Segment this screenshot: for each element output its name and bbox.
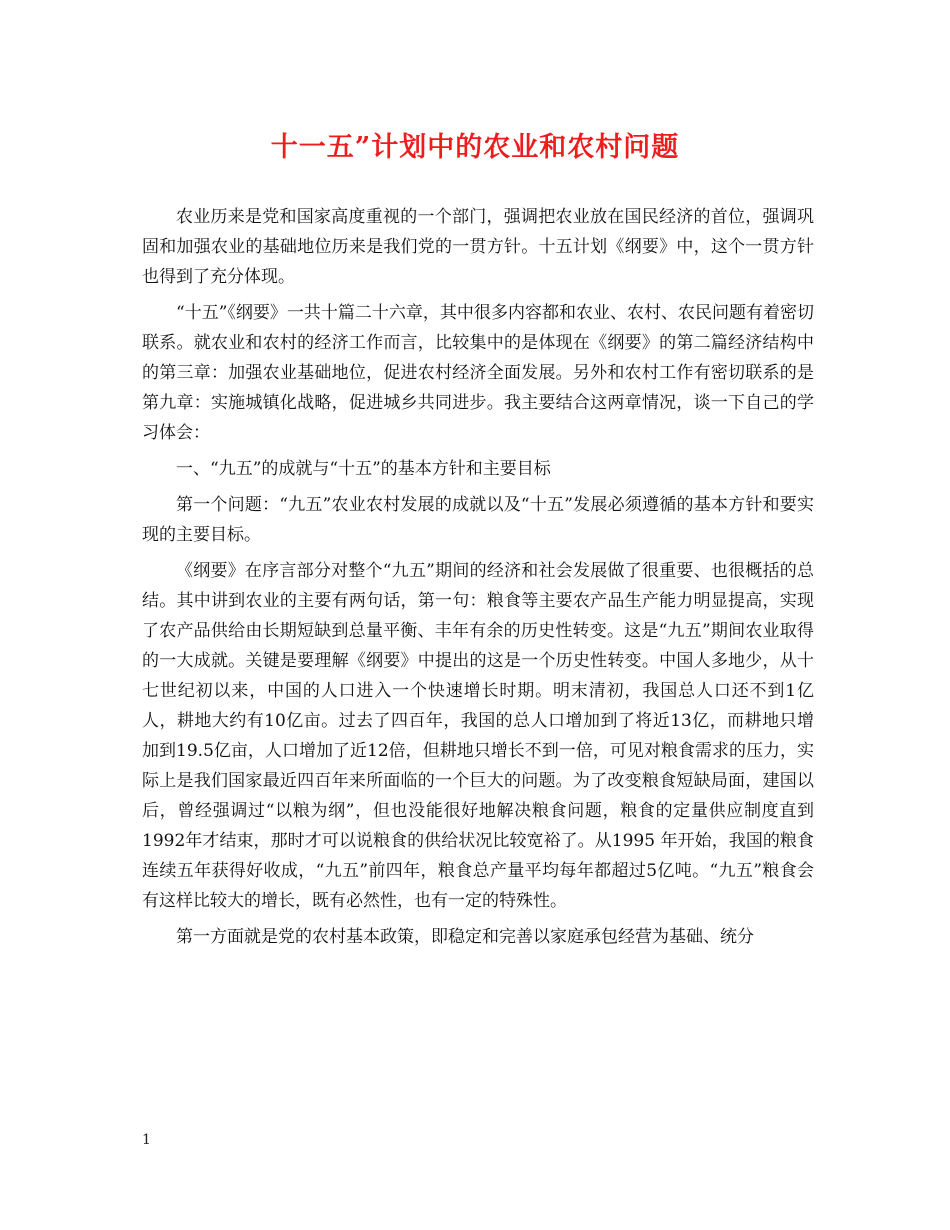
paragraph-4: 《纲要》在序言部分对整个“九五”期间的经济和社会发展做了很重要、也很概括的总结。其中讲到农业的主要有两句话，第一句：粮食等主要农产品生产能力明显提高，实现了农产品供给由长期短缺到总量平衡、丰年有余的历史性转变。这是“九五”期间农业取得的一大成就。关键是要理解《纲要》中提出的这是一个历史性转变。中国人多地少，从十七世纪初以来，中国的人口进入一个快速增长时期。明末清初，我国总人口还不到1亿人，耕地大约有10亿亩。过去了四百年，我国的总人口增加到了将近13亿，而耕地只增加到19.5亿亩，人口增加了近12倍，但耕地只增长不到一倍，可见对粮食需求的压力，实际上是我们国家最近四百年来所面临的一个巨大的问题。为了改变粮食短缺局面，建国以后，曾经强调过“以粮为纲”，但也没能很好地解决粮食问题，粮食的定量供应制度直到1992年才结束，那时才可以说粮食的供给状况比较宽裕了。从1995 年开始，我国的粮食连续五年获得好收成，“九五”前四年，粮食总产量平均每年都超过5亿吨。“九五”粮食会有这样比较大的增长，既有必然性，也有一定的特殊性。 [142,561,814,911]
paragraph-2: “十五”《纲要》一共十篇二十六章，其中很多内容都和农业、农村、农民问题有着密切联系。就农业和农村的经济工作而言，比较集中的是体现在《纲要》的第二篇经济结构中的第三章：加强农业基础地位，促进农村经济全面发展。另外和农村工作有密切联系的是第九章：实施城镇化战略，促进城乡共同进步。我主要结合这两章情况，谈一下自己的学习体会： [142,303,814,443]
document-body [142,202,814,958]
paragraph-1: 农业历来是党和国家高度重视的一个部门，强调把农业放在国民经济的首位，强调巩固和加强农业的基础地位历来是我们党的一贯方针。十五计划《纲要》中，这个一贯方针也得到了充分体现。 [142,207,814,287]
page-number: 1 [142,1132,151,1148]
paragraph-3: 第一个问题：“九五”农业农村发展的成就以及“十五”发展必须遵循的基本方针和要实现的主要目标。 [142,495,814,545]
document-title: 十一五”计划中的农业和农村问题 [270,132,680,163]
section-heading: 一、“九五”的成就与“十五”的基本方针和主要目标 [176,459,551,479]
paragraph-5: 第一方面就是党的农村基本政策，即稳定和完善以家庭承包经营为基础、统分 [176,927,754,947]
